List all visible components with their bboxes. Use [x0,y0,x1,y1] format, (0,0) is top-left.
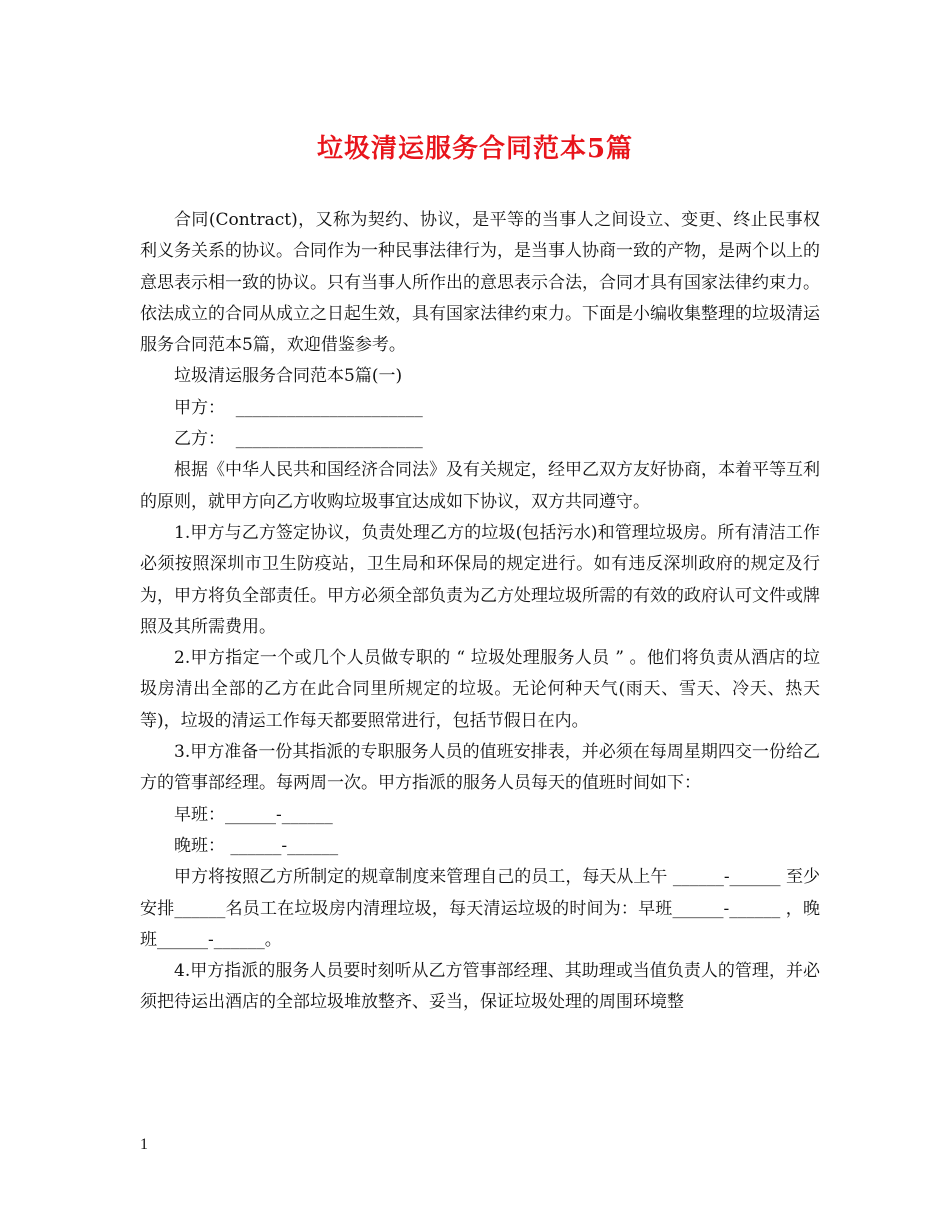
paragraph-basis: 根据《中华人民共和国经济合同法》及有关规定，经甲乙双方友好协商，本着平等互利的原则，就甲方向乙方收购垃圾事宜达成如下协议，双方共同遵守。 [140,460,820,512]
section-heading: 垃圾清运服务合同范本5篇(一) [174,366,403,387]
morning-shift-line: 早班：______-______ [174,804,333,825]
document-title: 垃圾清运服务合同范本5篇 [316,134,634,164]
paragraph-intro: 合同(Contract)，又称为契约、协议，是平等的当事人之间设立、变更、终止民事权利义务关系的协议。合同作为一种民事法律行为，是当事人协商一致的产物，是两个以上的意思表示相一致的协议。只有当事人所作出的意思表示合法，合同才具有国家法律约束力。依法成立的合同从成立之日起生效，具有国家法律约束力。下面是小编收集整理的垃圾清运服务合同范本5篇，欢迎借鉴参考。 [140,210,820,356]
party-a-line: 甲方： ______________________ [174,397,423,418]
clause-1: 1.甲方与乙方签定协议，负责处理乙方的垃圾(包括污水)和管理垃圾房。所有清洁工作必须按照深圳市卫生防疫站，卫生局和环保局的规定进行。如有违反深圳政府的规定及行为，甲方将负全部责任。甲方必须全部负责为乙方处理垃圾所需的有效的政府认可文件或牌照及其所需费用。 [140,522,820,637]
party-b-line: 乙方： ______________________ [174,429,423,450]
clause-3: 3.甲方准备一份其指派的专职服务人员的值班安排表，并必须在每周星期四交一份给乙方的管事部经理。每两周一次。甲方指派的服务人员每天的值班时间如下： [140,742,820,794]
document-body [140,205,820,1019]
paragraph-staffing: 甲方将按照乙方所制定的规章制度来管理自己的员工，每天从上午 ______-______ 至少安排______名员工在垃圾房内清理垃圾，每天清运垃圾的时间为：早班______-______ ，晚班______-______。 [140,867,820,950]
page-number: 1 [140,1136,148,1153]
clause-4: 4.甲方指派的服务人员要时刻听从乙方管事部经理、其助理或当值负责人的管理，并必须把待运出酒店的全部垃圾堆放整齐、妥当，保证垃圾处理的周围环境整 [140,961,820,1013]
evening-shift-line: 晚班： ______-______ [174,835,339,856]
clause-2: 2.甲方指定一个或几个人员做专职的 “ 垃圾处理服务人员 ” 。他们将负责从酒店的垃圾房清出全部的乙方在此合同里所规定的垃圾。无论何种天气(雨天、雪天、冷天、热天等)，垃圾的清运工作每天都要照常进行，包括节假日在内。 [140,648,820,731]
